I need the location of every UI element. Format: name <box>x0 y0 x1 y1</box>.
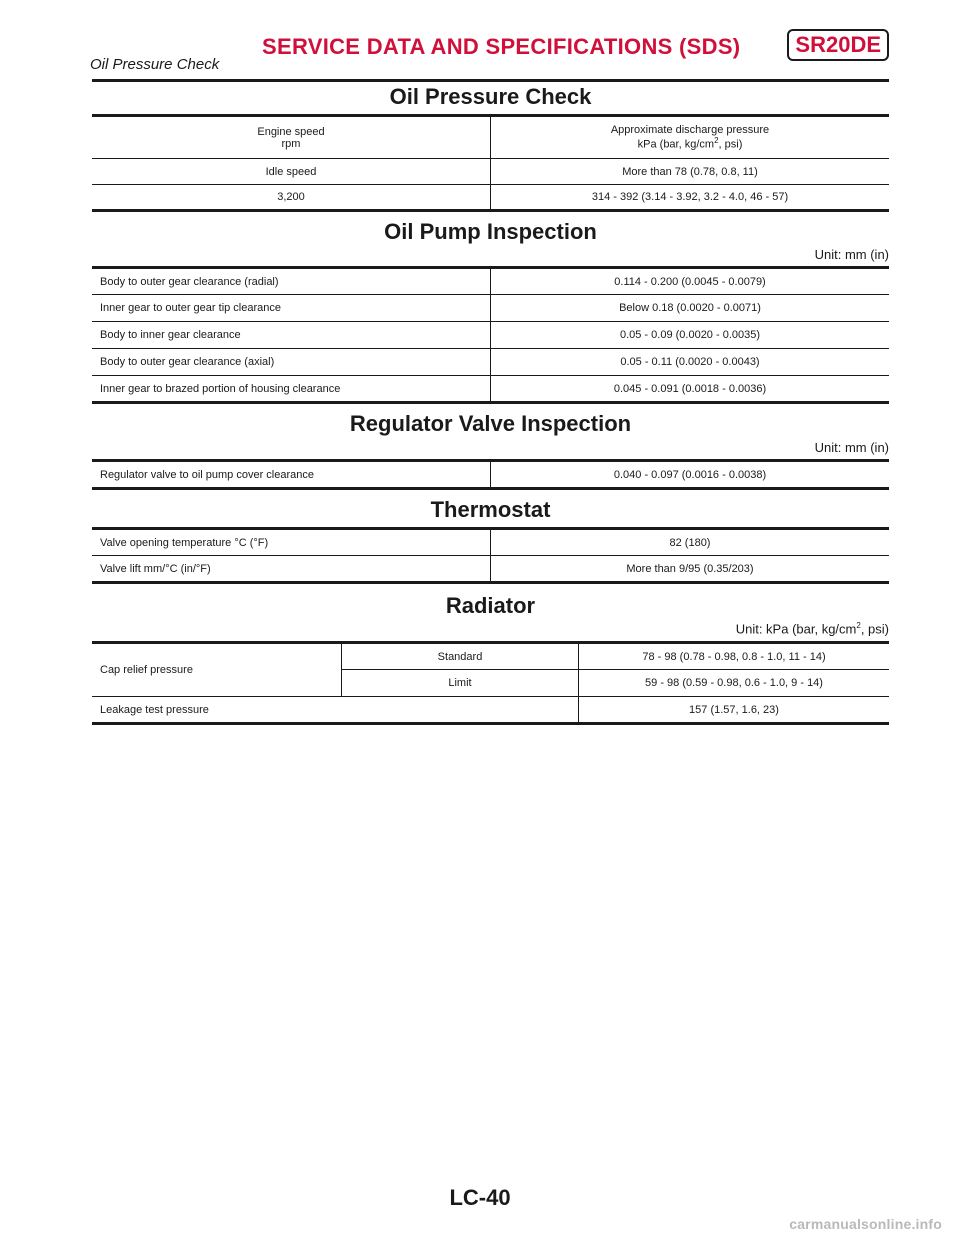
unit-superscript: 2 <box>856 621 861 630</box>
pressure-cell: More than 78 (0.78, 0.8, 11) <box>491 159 890 185</box>
item-cell: Valve opening temperature °C (°F) <box>92 529 491 556</box>
item-cell: Body to inner gear clearance <box>92 322 491 349</box>
table-row <box>92 556 889 583</box>
pressure-cell: 314 - 392 (3.14 - 3.92, 3.2 - 4.0, 46 - 57) <box>491 185 890 211</box>
value-cell: More than 9/95 (0.35/203) <box>491 556 890 583</box>
section-title-oil-pump: Oil Pump Inspection <box>384 219 597 244</box>
section-title-regulator-valve: Regulator Valve Inspection <box>349 411 632 436</box>
unit-label-radiator <box>736 621 889 636</box>
unit-text: , psi) <box>718 138 743 151</box>
oil-pressure-table <box>92 114 889 212</box>
table-row <box>92 643 889 670</box>
value-cell: 0.05 - 0.11 (0.0020 - 0.0043) <box>491 349 890 376</box>
item-cell: Body to outer gear clearance (axial) <box>92 349 491 376</box>
table-row <box>92 461 889 489</box>
engine-speed-cell: 3,200 <box>92 185 491 211</box>
item-cell: Body to outer gear clearance (radial) <box>92 268 491 295</box>
standard-label-cell: Standard <box>342 643 579 670</box>
section-title-thermostat: Thermostat <box>430 497 551 522</box>
engine-code-badge: SR20DE <box>787 29 889 61</box>
table-row <box>92 185 889 211</box>
value-cell: Below 0.18 (0.0020 - 0.0071) <box>491 295 890 322</box>
section-title-oil-pressure: Oil Pressure Check <box>389 84 592 109</box>
unit-text: Unit: kPa (bar, kg/cm <box>735 621 857 637</box>
item-cell: Valve lift mm/°C (in/°F) <box>92 556 491 583</box>
item-cell: Inner gear to outer gear tip clearance <box>92 295 491 322</box>
value-cell: 0.040 - 0.097 (0.0016 - 0.0038) <box>491 461 890 489</box>
header-line: Approximate discharge pressure <box>610 124 770 137</box>
running-subtitle: Oil Pressure Check <box>90 56 220 73</box>
leakage-label-cell: Leakage test pressure <box>92 697 579 724</box>
header-unit <box>499 136 881 151</box>
header-line: Engine speed <box>257 125 325 138</box>
column-header-discharge-pressure <box>491 116 890 159</box>
unit-label-regulator: Unit: mm (in) <box>814 440 889 455</box>
table-row <box>92 268 889 295</box>
page-header <box>92 26 889 82</box>
engine-speed-cell: Idle speed <box>92 159 491 185</box>
standard-value-cell: 78 - 98 (0.78 - 0.98, 0.8 - 1.0, 11 - 14) <box>579 643 890 670</box>
section-title-text: Radiator <box>445 593 536 618</box>
table-row <box>92 322 889 349</box>
table-row <box>92 376 889 403</box>
table-row <box>92 349 889 376</box>
table-row <box>92 159 889 185</box>
limit-label-cell: Limit <box>342 670 579 697</box>
thermostat-table <box>92 527 889 584</box>
value-cell: 82 (180) <box>491 529 890 556</box>
unit-text: , psi) <box>860 621 889 637</box>
oil-pump-table <box>92 266 889 404</box>
radiator-table <box>92 641 889 725</box>
table-row <box>92 295 889 322</box>
table-header-row <box>92 116 889 159</box>
table-row <box>92 529 889 556</box>
item-cell: Inner gear to brazed portion of housing clearance <box>92 376 491 403</box>
cap-relief-label-cell: Cap relief pressure <box>92 643 342 697</box>
watermark: carmanualsonline.info <box>789 1216 942 1232</box>
section-title-radiator <box>92 593 889 619</box>
unit-superscript: 2 <box>714 136 719 146</box>
value-cell: 0.05 - 0.09 (0.0020 - 0.0035) <box>491 322 890 349</box>
header-divider <box>92 79 889 82</box>
item-cell: Regulator valve to oil pump cover clearance <box>92 461 491 489</box>
document-title: SERVICE DATA AND SPECIFICATIONS (SDS) <box>262 34 741 59</box>
table-row <box>92 697 889 724</box>
limit-value-cell: 59 - 98 (0.59 - 0.98, 0.6 - 1.0, 9 - 14) <box>579 670 890 697</box>
regulator-valve-table <box>92 459 889 490</box>
value-cell: 0.114 - 0.200 (0.0045 - 0.0079) <box>491 268 890 295</box>
unit-text: kPa (bar, kg/cm <box>637 138 715 151</box>
column-header-engine-speed <box>92 116 491 159</box>
leakage-value-cell: 157 (1.57, 1.6, 23) <box>579 697 890 724</box>
value-cell: 0.045 - 0.091 (0.0018 - 0.0036) <box>491 376 890 403</box>
unit-label-oil-pump: Unit: mm (in) <box>814 247 889 262</box>
header-unit: rpm <box>281 137 301 150</box>
page-number: LC-40 <box>449 1185 511 1210</box>
